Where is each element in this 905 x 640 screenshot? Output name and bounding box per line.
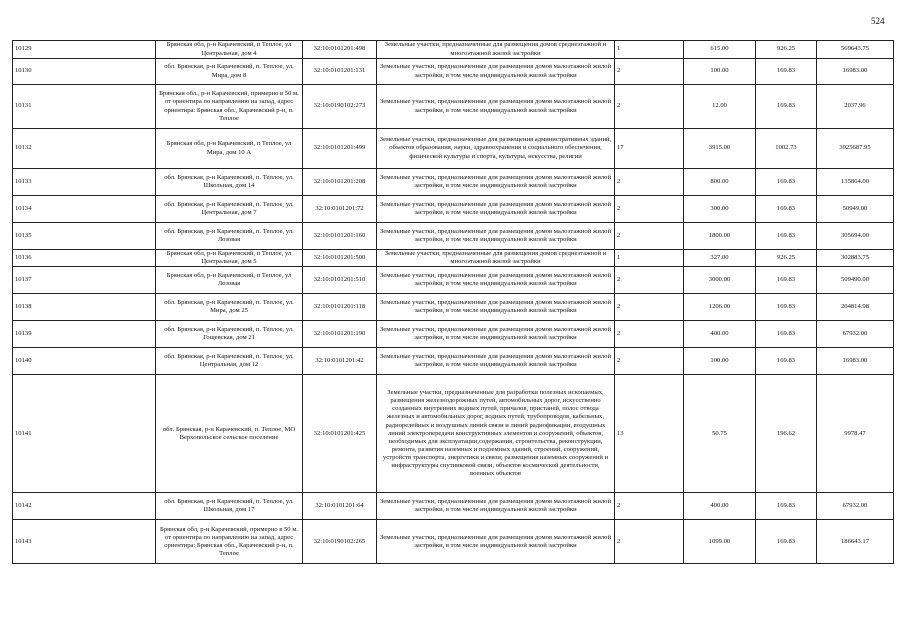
specific-value-cell: 169.83 xyxy=(756,493,817,520)
cadastral-number-cell: 32:10:0101201:190 xyxy=(303,321,377,348)
address-cell: Брянская обл, р-н Карачевский, п Теплое, ул Лозовая xyxy=(156,267,303,294)
specific-value-cell: 1002.73 xyxy=(756,129,817,169)
address-cell: обл. Брянская, р-н Карачевский, п. Теплое, ул. Гощевская, дом 21 xyxy=(156,321,303,348)
cadastral-number-cell: 32:10:0101201:72 xyxy=(303,196,377,223)
area-cell: 400.00 xyxy=(684,321,756,348)
specific-value-cell: 169.83 xyxy=(756,348,817,375)
area-cell: 50.75 xyxy=(684,375,756,493)
land-use-cell: Земельные участки, предназначенные для размещения домов малоэтажной жилой застройки, в том числе индивидуальной жилой застройки xyxy=(377,493,615,520)
table-row xyxy=(13,129,894,169)
table-row xyxy=(13,321,894,348)
area-cell: 1099.00 xyxy=(684,520,756,564)
group-code-cell: 1 xyxy=(615,41,684,59)
area-cell: 400.00 xyxy=(684,493,756,520)
specific-value-cell: 169.83 xyxy=(756,169,817,196)
row-number: 10134 xyxy=(13,196,156,223)
cadastral-value-cell: 305694.00 xyxy=(817,223,894,250)
row-number: 10142 xyxy=(13,493,156,520)
specific-value-cell: 169.83 xyxy=(756,196,817,223)
table-body xyxy=(13,41,894,564)
cadastral-number-cell: 32:10:0101201:160 xyxy=(303,223,377,250)
cadastral-number-cell: 32:10:0101201:500 xyxy=(303,250,377,267)
address-cell: обл. Брянская, р-н Карачевский, п. Теплое, ул. Мира, дом 8 xyxy=(156,59,303,85)
cadastral-value-cell: 186643.17 xyxy=(817,520,894,564)
cadastral-value-cell: 569643.75 xyxy=(817,41,894,59)
table-row xyxy=(13,59,894,85)
group-code-cell: 2 xyxy=(615,520,684,564)
specific-value-cell: 169.83 xyxy=(756,321,817,348)
group-code-cell: 2 xyxy=(615,321,684,348)
cadastral-number-cell: 32:10:0101201:510 xyxy=(303,267,377,294)
area-cell: 12.00 xyxy=(684,85,756,129)
row-number: 10132 xyxy=(13,129,156,169)
address-cell: Брянская обл, р-н Карачевский, примерно в 50 м. от ориентира по направлению на запад, адрес ориентира: Брянская обл., Карачевский р-н, п. Теплое xyxy=(156,520,303,564)
cadastral-value-cell: 67932.00 xyxy=(817,493,894,520)
row-number: 10130 xyxy=(13,59,156,85)
address-cell: обл. Брянская, р-н Карачевский, п. Теплое, ул. Школьная, дом 17 xyxy=(156,493,303,520)
cadastral-value-cell: 9978.47 xyxy=(817,375,894,493)
area-cell: 327.00 xyxy=(684,250,756,267)
cadastral-value-cell: 509490.00 xyxy=(817,267,894,294)
address-cell: обл. Брянская, р-н Карачевский, п. Теплое, ул. Центральная, дом 12 xyxy=(156,348,303,375)
group-code-cell: 2 xyxy=(615,196,684,223)
table-row xyxy=(13,169,894,196)
row-number: 10141 xyxy=(13,375,156,493)
table-row xyxy=(13,85,894,129)
land-use-cell: Земельные участки, предназначенные для размещения домов малоэтажной жилой застройки, в том числе индивидуальной жилой застройки xyxy=(377,267,615,294)
land-use-cell: Земельные участки, предназначенные для размещения домов среднеэтажной и многоэтажной жилой застройки xyxy=(377,41,615,59)
group-code-cell: 2 xyxy=(615,267,684,294)
specific-value-cell: 169.83 xyxy=(756,294,817,321)
area-cell: 615.00 xyxy=(684,41,756,59)
land-use-cell: Земельные участки, предназначенные для разработки полезных ископаемых, размещения железнодорожных путей, автомобильных дорог, искусственно созданных внутренних водных путей, причалов, пристаней, полос отвода железных и автомобильных дорог, водных путей, трубопроводов, кабельных, радиорелейных и воздушных линий связи и линий радиофикации, воздушных линий электропередачи конструктивных элементов и сооружений, объектов, необходимых для эксплуатации,содержания, строительства, реконструкции, ремонта, развития наземных и подземных зданий, строений, сооружений, устройств транспорта, энергетики и связи; размещения наземных сооружений и инфраструктуры спутниковой связи, объектов космической деятельности, военных объектов xyxy=(377,375,615,493)
cadastral-number-cell: 32:10:0101201:425 xyxy=(303,375,377,493)
group-code-cell: 2 xyxy=(615,59,684,85)
cadastral-value-cell: 16983.00 xyxy=(817,59,894,85)
land-plots-table xyxy=(12,40,894,564)
group-code-cell: 17 xyxy=(615,129,684,169)
land-use-cell: Земельные участки, предназначенные для размещения домов малоэтажной жилой застройки, в том числе индивидуальной жилой застройки xyxy=(377,223,615,250)
row-number: 10139 xyxy=(13,321,156,348)
table-row xyxy=(13,520,894,564)
cadastral-number-cell: 32:10:0101201:208 xyxy=(303,169,377,196)
land-use-cell: Земельные участки, предназначенные для размещения домов малоэтажной жилой застройки, в том числе индивидуальной жилой застройки xyxy=(377,59,615,85)
address-cell: Брянская обл, р-н Карачевский, п Теплое, ул Центральная, дом 4 xyxy=(156,41,303,59)
cadastral-number-cell: 32:10:0101201:498 xyxy=(303,41,377,59)
group-code-cell: 2 xyxy=(615,348,684,375)
table-row xyxy=(13,267,894,294)
row-number: 10136 xyxy=(13,250,156,267)
table-row xyxy=(13,493,894,520)
specific-value-cell: 926.25 xyxy=(756,41,817,59)
land-use-cell: Земельные участки, предназначенные для размещения административных зданий, объектов образования, науки, здравоохранения и социального обеспечения, физической культуры и спорта, культуры, искусства, религии xyxy=(377,129,615,169)
cadastral-value-cell: 3925687.95 xyxy=(817,129,894,169)
address-cell: обл. Брянская, р-н Карачевский, п. Теплое, ул. Лозовая xyxy=(156,223,303,250)
row-number: 10137 xyxy=(13,267,156,294)
area-cell: 3915.00 xyxy=(684,129,756,169)
land-use-cell: Земельные участки, предназначенные для размещения домов малоэтажной жилой застройки, в том числе индивидуальной жилой застройки xyxy=(377,520,615,564)
land-use-cell: Земельные участки, предназначенные для размещения домов среднеэтажной и многоэтажной жилой застройки xyxy=(377,250,615,267)
cadastral-number-cell: 32:10:0190102:265 xyxy=(303,520,377,564)
group-code-cell: 13 xyxy=(615,375,684,493)
cadastral-value-cell: 16983.00 xyxy=(817,348,894,375)
area-cell: 1206.00 xyxy=(684,294,756,321)
cadastral-number-cell: 32:10:0101201:64 xyxy=(303,493,377,520)
land-use-cell: Земельные участки, предназначенные для размещения домов малоэтажной жилой застройки, в том числе индивидуальной жилой застройки xyxy=(377,196,615,223)
specific-value-cell: 169.83 xyxy=(756,223,817,250)
row-number: 10133 xyxy=(13,169,156,196)
land-use-cell: Земельные участки, предназначенные для размещения домов малоэтажной жилой застройки, в том числе индивидуальной жилой застройки xyxy=(377,294,615,321)
cadastral-value-cell: 2037.96 xyxy=(817,85,894,129)
land-use-cell: Земельные участки, предназначенные для размещения домов малоэтажной жилой застройки, в том числе индивидуальной жилой застройки xyxy=(377,348,615,375)
group-code-cell: 2 xyxy=(615,85,684,129)
cadastral-value-cell: 204814.98 xyxy=(817,294,894,321)
table-row xyxy=(13,223,894,250)
specific-value-cell: 169.83 xyxy=(756,85,817,129)
address-cell: обл. Брянская, р-н Карачевский, п. Теплое, МО Верхопольское сельское поселение xyxy=(156,375,303,493)
cadastral-number-cell: 32:10:0101201:131 xyxy=(303,59,377,85)
address-cell: Брянская обл, р-н Карачевский, п Теплое, ул Мира, дом 10 А xyxy=(156,129,303,169)
row-number: 10135 xyxy=(13,223,156,250)
address-cell: обл. Брянская, р-н Карачевский, п. Теплое, ул. Школьная, дом 14 xyxy=(156,169,303,196)
group-code-cell: 2 xyxy=(615,493,684,520)
land-use-cell: Земельные участки, предназначенные для размещения домов малоэтажной жилой застройки, в том числе индивидуальной жилой застройки xyxy=(377,85,615,129)
cadastral-number-cell: 32:10:0190102:273 xyxy=(303,85,377,129)
specific-value-cell: 196.62 xyxy=(756,375,817,493)
area-cell: 1800.00 xyxy=(684,223,756,250)
land-use-cell: Земельные участки, предназначенные для размещения домов малоэтажной жилой застройки, в том числе индивидуальной жилой застройки xyxy=(377,321,615,348)
table-row xyxy=(13,375,894,493)
group-code-cell: 2 xyxy=(615,169,684,196)
cadastral-value-cell: 67932.00 xyxy=(817,321,894,348)
address-cell: Брянская обл., р-н Карачевский, примерно в 50 м. от ориентира по направлению на запад, адрес ориентира: Брянская обл., Карачевский р-н, п. Теплое xyxy=(156,85,303,129)
table-row xyxy=(13,250,894,267)
cadastral-value-cell: 302883.75 xyxy=(817,250,894,267)
area-cell: 300.00 xyxy=(684,196,756,223)
row-number: 10131 xyxy=(13,85,156,129)
cadastral-number-cell: 32:10:0101201:118 xyxy=(303,294,377,321)
address-cell: обл. Брянская, р-н Карачевский, п. Теплое, ул. Мира, дом 25 xyxy=(156,294,303,321)
group-code-cell: 2 xyxy=(615,294,684,321)
area-cell: 100.00 xyxy=(684,59,756,85)
area-cell: 3000.00 xyxy=(684,267,756,294)
area-cell: 800.00 xyxy=(684,169,756,196)
row-number: 10140 xyxy=(13,348,156,375)
area-cell: 100.00 xyxy=(684,348,756,375)
specific-value-cell: 926.25 xyxy=(756,250,817,267)
specific-value-cell: 169.83 xyxy=(756,520,817,564)
address-cell: обл. Брянская, р-н Карачевский, п. Теплое, ул. Центральная, дом 7 xyxy=(156,196,303,223)
table-row xyxy=(13,348,894,375)
group-code-cell: 1 xyxy=(615,250,684,267)
table-row xyxy=(13,294,894,321)
cadastral-number-cell: 32:10:0101201:499 xyxy=(303,129,377,169)
table-row xyxy=(13,196,894,223)
specific-value-cell: 169.83 xyxy=(756,59,817,85)
land-use-cell: Земельные участки, предназначенные для размещения домов малоэтажной жилой застройки, в том числе индивидуальной жилой застройки xyxy=(377,169,615,196)
group-code-cell: 2 xyxy=(615,223,684,250)
row-number: 10129 xyxy=(13,41,156,59)
cadastral-value-cell: 50949.00 xyxy=(817,196,894,223)
row-number: 10138 xyxy=(13,294,156,321)
cadastral-value-cell: 135864.00 xyxy=(817,169,894,196)
cadastral-number-cell: 32:10:0101201:42 xyxy=(303,348,377,375)
address-cell: Брянская обл, р-н Карачевский, п Теплое, ул Центральная, дом 5 xyxy=(156,250,303,267)
table-row xyxy=(13,41,894,59)
page-number: 524 xyxy=(871,16,885,26)
specific-value-cell: 169.83 xyxy=(756,267,817,294)
row-number: 10143 xyxy=(13,520,156,564)
